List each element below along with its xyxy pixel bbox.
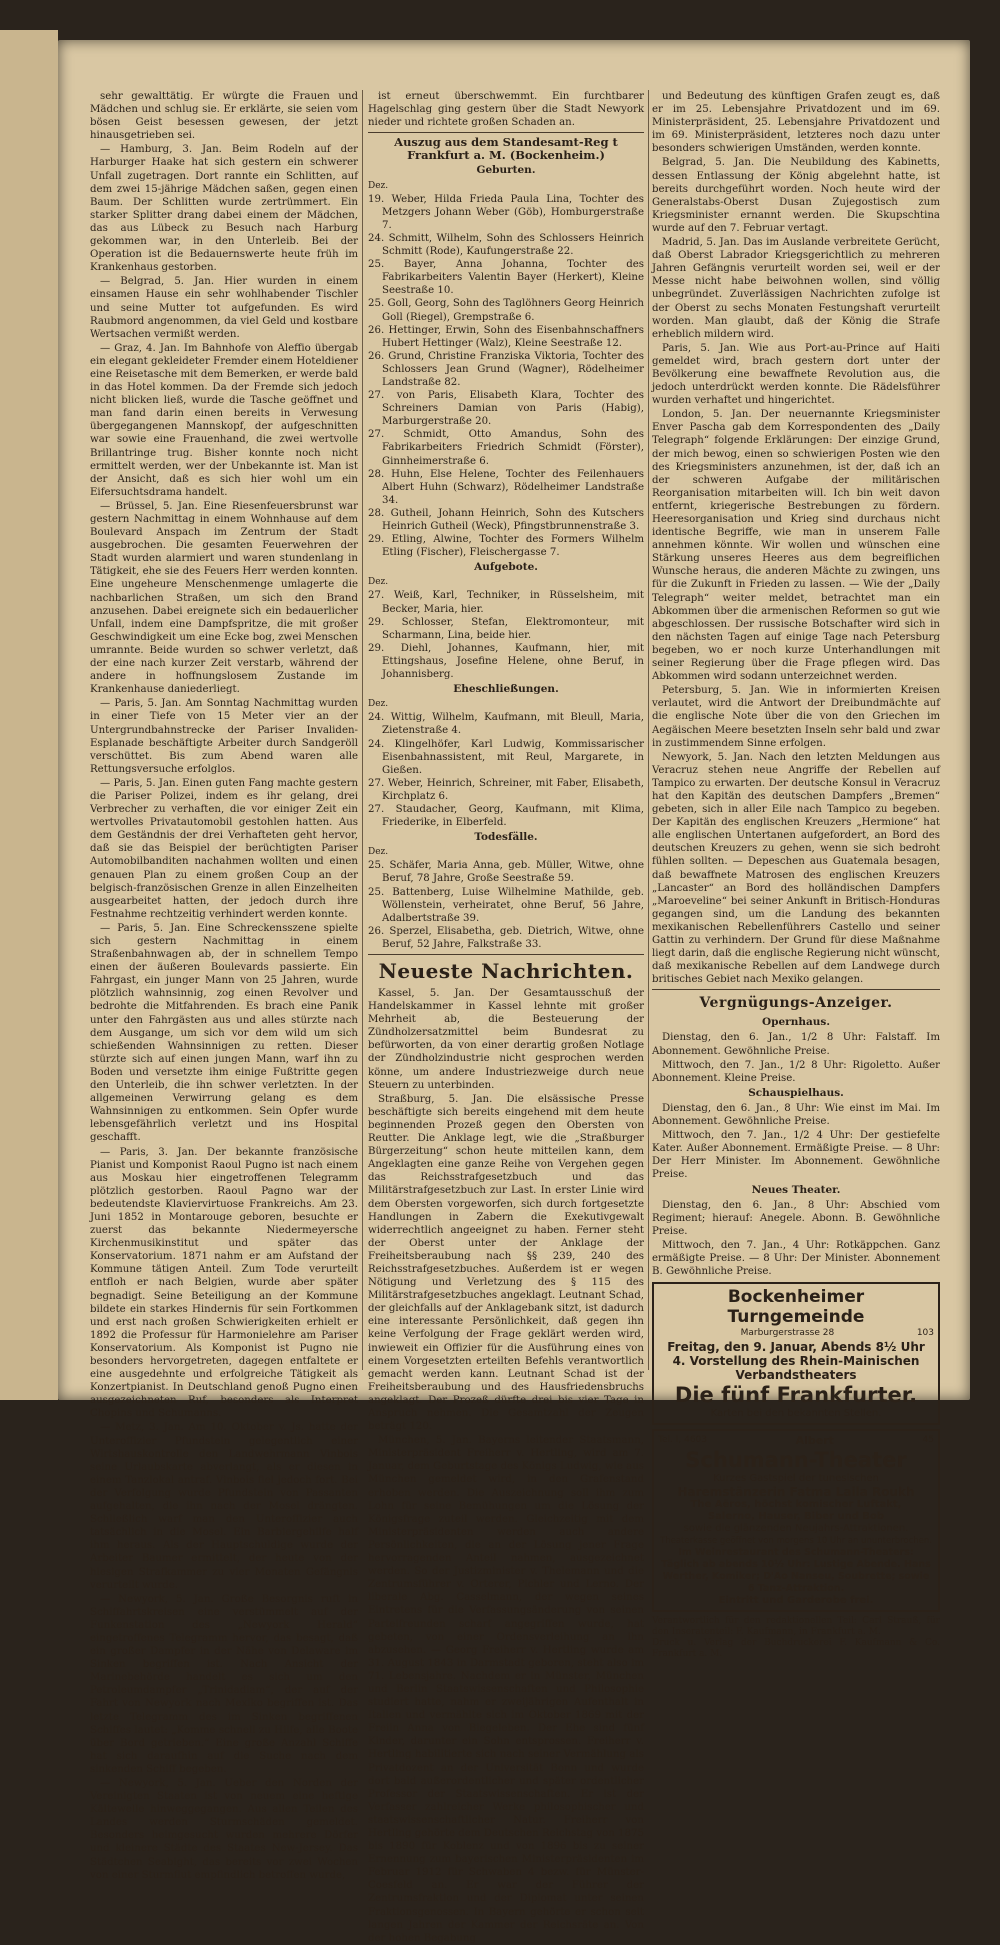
- article-paragraph: — Hamburg, 3. Jan. Beim Rodeln auf der Harburger Haake hat sich gestern ein schwerer Unfall zugetragen. Dort rannte ein Schlitten, auf dem zwei 15-jährige Mädchen saßen, gegen einen Baum. Der Schlitten wurde zertrümmert. Ein starker Splitter drang dabei einem der Mädchen, das aus Lübeck zu Besuch nach Harburg gekommen war, in den Unterleib. Bei der Operation ist die Bedauernswerte heute früh im Krankenhaus gestorben.: [90, 144, 358, 274]
- register-entry: 26. Hettinger, Erwin, Sohn des Eisenbahnschaffners Hubert Hettinger (Walz), Kleine Seestraße 12.: [368, 324, 644, 349]
- ad-line-3: sowie die glänzenden Neujahrs-Attraktionen.: [683, 1523, 909, 1535]
- entertainment-title: Vergnügungs-Anzeiger.: [699, 995, 893, 1012]
- ad-date: Freitag, den 9. Januar, Abends 8½ Uhr: [667, 1340, 925, 1355]
- ad-star: Haremstänzerin Fatma Laila Roukh: [677, 1485, 915, 1500]
- article-paragraph: Paris, 5. Jan. Wie aus Port-au-Prince auf Haiti gemeldet wird, brach gestern dort unter der Bevölkerung eine bewaffnete Revolution aus, die jedoch unterdrückt werden konnte. Die Rädelsführer wurden verhaftet und hingerichtet.: [652, 342, 940, 407]
- newspaper-page: [58, 40, 970, 1944]
- article-paragraph: Madrid, 5. Jan. Das im Auslande verbreitete Gerücht, daß Oberst Labrador Kriegsgerichtlich zu mehreren Jahren Gefängnis verurteilt worden sei, weil er der Messe nicht habe beiwohnen wollen, sind völlig unbegründet. Zuverlässigen Nachrichten zufolge ist der Oberst zu sechs Monaten Festungshaft verurteilt worden. Man glaubt, daß der König die Strafe erheblich mildern wird.: [652, 237, 940, 340]
- imprint-1: Verantwortlich für den redaktionellen Teil: Carl Strauß, für den Inseratenteil: F. Kaufmann, in Frankfurt a. M.: [652, 1616, 940, 1638]
- column-rule: [648, 90, 649, 1370]
- playhouse-title: Schauspielhaus.: [748, 1086, 844, 1099]
- register-entry: 25. Bayer, Anna Johanna, Tochter des Fabrikarbeiters Valentin Bayer (Herkert), Kleine Seestraße 10.: [368, 259, 644, 297]
- ad-play: Die fünf Frankfurter.: [674, 1383, 918, 1408]
- ad-line-4: Theaterkasse geöffnet von morgens 10 Uhr an ununterbrochen.: [660, 1536, 932, 1547]
- listing-entry: Dienstag, den 6. Jan., 8 Uhr: Wie einst im Mai. Im Abonnement. Gewöhnliche Preise.: [652, 1102, 940, 1128]
- register-entry: 27. Schmidt, Otto Amandus, Sohn des Fabrikarbeiters Friedrich Schmidt (Förster), Ginnheimerstraße 6.: [368, 429, 644, 467]
- register-entry: 26. Grund, Christine Franziska Viktoria, Tochter des Schlossers Jean Grund (Wagner), Rödelheimer Landstraße 82.: [368, 350, 644, 388]
- article-paragraph: sehr gewalttätig. Er würgte die Frauen und Mädchen und schlug sie. Er erklärte, sie seien vom bösen Geist besessen gewesen, der jetzt hinausgetrieben sei.: [90, 91, 358, 142]
- register-entry: 28. Gutheil, Johann Heinrich, Sohn des Kutschers Heinrich Gutheil (Weck), Pfingstbrunnenstraße 3.: [368, 507, 644, 532]
- ad-title: Schumann-Theater: [685, 1448, 907, 1473]
- register-entry: 24. Schmitt, Wilhelm, Sohn des Schlossers Heinrich Schmitt (Rode), Kaufungerstraße 22.: [368, 232, 644, 258]
- new-theater-list: [652, 1199, 940, 1279]
- banns-title: Aufgebote.: [474, 561, 538, 574]
- latest-news-title: Neueste Nachrichten.: [378, 959, 634, 983]
- article-paragraph: und Bedeutung des künftigen Grafen zeugt es, daß er im 25. Lebensjahre Privatdozent und im 69. Ministerpräsident, 25. Lebensjahre Privatdozent und im 69. Ministerpräsident, letzteres noch dazu unter besonders schwierigen Umständen, werden konnte.: [652, 91, 940, 155]
- article-paragraph: London, 5. Jan. Der neuernannte Kriegsminister Enver Pascha gab dem Korrespondenten des „Daily Telegraph“ folgende Erklärungen: Der einzige Grund, der mich bewog, einen so schwierigen Posten wie den des Kriegsministers anzunehmen, ist der, daß ich an der schweren Aufgabe der militärischen Reorganisation mitarbeiten will. Ich bin weit davon entfernt, kriegerische Bestrebungen zu fördern. Heeresorganisation und Krieg sind durchaus nicht identische Begriffe, wie man in unserem Falle annehmen könnte. Wir wollen und wünschen eine Stärkung unseres Heeres aus dem begreiflichen Wunsche heraus, die anderen Mächte zu zwingen, uns für die Zukunft in Frieden zu lassen. — Wie der „Daily Telegraph“ weiter meldet, betrachtet man ein Abkommen über die armenischen Reformen so gut wie abgeschlossen. Der russische Botschafter wird sich in den nächsten Tagen auf einige Tage nach Petersburg begeben, wo er noch kurze Unterhandlungen mit seiner Regierung über die Frage pflegen wird. Das Abkommen wird sodann unterzeichnet werden.: [652, 409, 940, 683]
- turngemeinde-ad: [652, 1282, 940, 1425]
- listing-entry: Dienstag, den 6. Jan., 1/2 8 Uhr: Falstaff. Im Abonnement. Gewöhnliche Preise.: [652, 1032, 940, 1057]
- deaths-title: Todesfälle.: [474, 831, 538, 844]
- article-paragraph: Newyork, 5. Jan. Nach den letzten Meldungen aus Veracruz stehen neue Angriffe der Rebellen auf Tampico zu erwarten. Der deutsche Konsul in Veracruz hat den Kapitän des deutschen Dampfers „Bremen“ gebeten, sich in aller Eile nach Tampico zu begeben. Der Kapitän des englischen Kreuzers „Hermione“ hat alle englischen Untertanen aufgefordert, an Bord des deutschen Kreuzers zu gehen, wenn sie sich bedroht fühlen sollten. — Depeschen aus Guatemala besagen, daß bewaffnete Matrosen des englischen Kreuzers „Lancaster“ an Bord des holländischen Dampfers „Maroeveline“ bei seiner Ankunft in Britisch-Honduras gegangen sind, um die Landung des bekannten mexikanischen Rebellenführers Castello und seiner Gattin zu verhindern. Der Grund für diese Maßnahme liegt darin, daß die englische Regierung nicht wünscht, daß mexikanische Rebellen auf dem Landwege durch britisches Gebiet nach Mexiko gelangen.: [652, 751, 940, 986]
- register-entry: 29. Schlosser, Stefan, Elektromonteur, mit Scharmann, Lina, beide hier.: [368, 616, 644, 641]
- playhouse-list: [652, 1102, 940, 1182]
- latest-news-list: [368, 987, 644, 1945]
- ad-owner: Albert: [795, 1434, 834, 1448]
- article-paragraph: — Paris, 5. Jan. Am Sonntag Nachmittag wurden in einer Tiefe von 15 Meter vier an der Untergrundbahnstrecke der Pariser Invaliden-Esplanade beschäftigte Arbeiter durch Sandgeröll verschüttet. Bis zum Abend waren alle Rettungsversuche erfolglos.: [90, 698, 358, 775]
- month-label: Dez.: [368, 577, 389, 588]
- listing-entry: Mittwoch, den 7. Jan., 1/2 4 Uhr: Der gestiefelte Kater. Außer Abonnement. Ermäßigte Preise. — 8 Uhr: Der Herr Minister. Im Abonnement. Gewöhnliche Preise.: [652, 1130, 940, 1181]
- ad-title: Bockenheimer Turngemeinde: [727, 1287, 865, 1328]
- ad-number: 103: [916, 1328, 934, 1339]
- ad-line-6: Eintritt und Garderobe frei.: [718, 1595, 874, 1607]
- news-list: [652, 90, 940, 986]
- column-2: [368, 90, 644, 1944]
- ad-number: 45: [922, 1435, 934, 1446]
- article-paragraph: — Paris, 5. Jan. Einen guten Fang machte gestern die Pariser Polizei, indem es ihr gelang, drei Verbrecher zu verhaften, die vor einiger Zeit ein wertvolles Privatautomobil gestohlen hatten. Aus dem Geständnis der drei Verhafteten geht hervor, daß sie das Beispiel der berüchtigten Pariser Automobilbanditen nachahmen wollten und einen genauen Plan zu einem großen Coup an der belgisch-französischen Grenze in allen Einzelheiten ausgearbeitet hatten, der jedoch durch ihre Festnahme rechtzeitig verhindert werden konnte.: [90, 777, 358, 920]
- register-entry: 27. von Paris, Elisabeth Klara, Tochter des Schreiners Damian von Paris (Habig), Marburgerstraße 20.: [368, 390, 644, 428]
- opera-title: Opernhaus.: [762, 1016, 830, 1029]
- separator: [368, 132, 644, 133]
- article-paragraph: München, 5. Jan. Bayerns leitender Staatsmann, Ministerpräsident Freiherr v. Hertling, wird am 7. Januar, dem Geburtstage des Königs Ludwig, wie aus München gemeldet wird, in den Grafenstand erhoben werden. Die Auszeichnung soll ihm zum Lohn für seine Bemühungen um die Lösung der Königsfrage zuteil werden. Gleichzeitig mit dem Ministerpräsidenten werden auch andere Persönlichkeiten, die an der Lösung jener Frage hervorragenden Anteil nahmen, ausgezeichnet werden. So der Justizminister v. Thelemann und die Zentrumsführer v. Orterer, Pichler und Lerno. Der liberale Abg. Casselmann, der wegen seines Eintretens für die Verfassungsänderung von seinen Parteifreunden scharf angegriffen wurde, hat gebeten, von einer Ordensverleihung an ihn abzusehen. — Georg Freiherr v. Hertling wurde am 31. August 1843 in Darmstadt geboren, steht also im 71. Lebensjahre. Nachdem er in Münster, München und Berlin Staatswissenschaften und Philosophie studiert hatte, nahm er zweijährigen Aufenthalt in Italien und vermählte sich im Oktober 1869 mit der Freiin Anna von Biegeleben. Der Ehe sind fünf Kinder, darunter ein Sohn entsprossen. Freiherr v. Hertling habilitierte sich nach seiner Vermählung als Privatdozent an der Universität Bonn und wurde dort bald außerordentlicher und später ordentlicher Professor der Staatswissenschaften. Er ist der Verfasser zahlreicher Werke philosophischer und staatswissenschaftlicher Natur. Freiherr von Hertling gehörte dem Deutschen Reichstag von 1875 bis 1890 für Koblenz und von 1896 bis zu seiner Ernennung zum bayerischen Ministerpräsidenten im Februar 1912 für Schwaben 4 bezw. für Münster-Coesfeld an. Er war der Führer der Zentrumsfraktion und der Diplomat unter seinen Fraktionsgenossen. In Bayern gehörte er schon seit langen Jahren der Kammer der Reichsräte an. Von der hohen Begabung: [368, 1435, 644, 1944]
- register-entry: 25. Schäfer, Maria Anna, geb. Müller, Witwe, ohne Beruf, 78 Jahre, Große Seestraße 59.: [368, 860, 644, 885]
- ad-address: Marburgerstrasse 28: [740, 1328, 835, 1339]
- ad-sub: Kurzes Gastspiel der tunesischen: [713, 1473, 879, 1485]
- article-paragraph: — Paris, 3. Jan. Der bekannte französische Pianist und Komponist Raoul Pugno ist nach einem aus Moskau hier eingetroffenen Telegramm plötzlich gestorben. Raoul Pagno war der bedeutendste Klaviervirtuose Frankreichs. Am 23. Juni 1852 in Montarouge geboren, besuchte er zuerst das bekannte Niedermeyersche Kirchenmusikinstitut und später das Konservatorium. 1871 nahm er am Aufstand der Kommune tätigen Anteil. Zum Tode verurteilt entfloh er nach Belgien, wurde aber später begnadigt. Seine Beteiligung an der Kommune bildete ein starkes Hindernis für sein Fortkommen und erst nach großen Schwierigkeiten erhielt er 1892 die Professur für Harmonielehre am Pariser Konservatorium. Als Komponist ist Pugno nie besonders hervorgetreten, dagegen entfaltete er eine ausgedehnte und erfolgreiche Tätigkeit als Konzertpianist. In Deutschland genoß Pugno einen ausgezeichneten Ruf, besonders als Interpret Chopins und Schumanns.: [90, 1146, 358, 1420]
- ad-tel: Tel. I, 4603: [658, 1435, 708, 1446]
- imprint-2: Druck u. Verlag der Buchdruckerei F. Kaufmann & Co. Frankfurt a. M.: [652, 1638, 940, 1660]
- ad-address-row: [658, 1327, 934, 1340]
- article-paragraph: — Metz, 3. Jan. Am 10. Oktober v. Js. hatte der Unteroffizier Pfundstein gelegentlich einer Wirtshauskontrolle den Landwehrmann Vinbois seine Urlaubskarte abverlangt, als er diesen in einem Tanzlokal antraf. Vinbois fiel jedoch fort. Bei der Verfolgung wurde Pfundstein von Passanten aufgehalten, die ihn nach der Mosel drängten. Schließlich warf man den Unteroffizier auch tatsächlich in die Mosel. Ein Barbiergehilfe half ihm heraus. Als der Hauptschuldige wurde der Arbeiter Baumer ermittelt, der heute von der hiesigen Strafkammer zu vier Monaten Gefängnis verurteilt wurde.: [90, 1422, 358, 1591]
- register-entry: 29. Etling, Alwine, Tochter des Formers Wilhelm Etling (Fischer), Fleischergasse 7.: [368, 534, 644, 559]
- register-entry: 25. Battenberg, Luise Wilhelmine Mathilde, geb. Wöllenstein, verheiratet, ohne Beruf, 56 Jahre, Adalbertstraße 39.: [368, 886, 644, 924]
- article-intro: ist erneut überschwemmt. Ein furchtbarer Hagelschlag ging gestern über die Stadt Newyork nieder und richtete großen Schaden an.: [368, 91, 644, 129]
- opera-list: [652, 1031, 940, 1084]
- article-paragraph: Kassel, 5. Jan. Der Gesamtausschuß der Handelskammer in Kassel lehnte mit großer Mehrheit ab, die Besteuerung der Zündholzersatzmittel beim Bundesrat zu befürworten, da von einer derartig großen Notlage der Zündholzindustrie nicht gesprochen werden könne, um andere Industriezweige durch neue Steuern zu unterbinden.: [368, 988, 644, 1091]
- ad-line-5: Im Weinrestaurant des Schumann-Theaters: Täglich ab abends 10½ Uhr: Lustige Abende. Hans Werther, Komiker; D'Ao Nanseu, Soubrette; sowie 6 Tanz-Attraktion.: [661, 1547, 931, 1595]
- marriages-list: [368, 711, 644, 829]
- article-paragraph: — Brüssel, 5. Jan. Eine Riesenfeuersbrunst war gestern Nachmittag in einem Wohnhause auf dem Boulevard Anspach im Zentrum der Stadt ausgebrochen. Die gesamten Feuerwehren der Stadt wurden alarmiert und waren stundenlang in Tätigkeit, ehe sie des Feuers Herr werden konnten. Eine ungeheure Menschenmenge umlagerte die nachbarlichen Straßen, um sich den Brand anzusehen. Dabei ereignete sich ein bedauerlicher Unfall, indem eine Dampfspritze, die mit großer Geschwindigkeit um eine Ecke bog, zwei Menschen umrannte. Beide wurden so schwer verletzt, daß der eine nach kurzer Zeit verstarb, während der andere in hoffnungslosem Zustande im Krankenhause daniederliegt.: [90, 500, 358, 696]
- column-3: [652, 90, 940, 1660]
- register-entry: 24. Wittig, Wilhelm, Kaufmann, mit Bleull, Maria, Zietenstraße 4.: [368, 712, 644, 737]
- separator: [368, 954, 644, 955]
- article-paragraph: — Paris, 5. Jan. Eine Schreckensszene spielte sich gestern Nachmittag in einem Straßenbahnwagen ab, der in schnellem Tempo einen der äußeren Boulevards passierte. Ein Fahrgast, ein junger Mann von 25 Jahren, wurde plötzlich wahnsinnig, zog einen Revolver und bedrohte die Mitfahrenden. Es brach eine Panik unter den Fahrgästen aus und alles stürzte nach dem Ausgange, um sich vor dem wild um sich schießenden Wahnsinnigen zu retten. Dieser stürzte sich auf einen jungen Mann, warf ihn zu Boden und versetzte ihm einige Fußtritte gegen den Unterleib, die ihn schwer verletzten. In der allgemeinen Verwirrung gelang es dem Wahnsinnigen zu entkommen. Sein Opfer wurde lebensgefährlich verletzt und ins Hospital geschafft.: [90, 922, 358, 1144]
- listing-entry: Dienstag, den 6. Jan., 8 Uhr: Abschied vom Regiment; hierauf: Anegele. Abonn. B. Gewöhnliche Preise.: [652, 1199, 940, 1237]
- article-paragraph: — Newyork, 5. Jan. Große Besorgnis ruft in Schiffahrtskreisen eine verstümmelt auf der Funkenstation des „Newyork Herald“ eingetroffenes Telegramm hervor, das besagt, daß ein großer Dampfer in der Nähe von Delaware im Sinken begriffen ist. Nach Ansicht der Marinebehörde handelt es sich um den Petroleumdampfer „Trinidadiam“, der auf der Fahrt von Newyork nach Mexiko begriffen ist. Das letzte Telegramm des im Sinken begriffenen Schiffes lautet: „Komme schnell zu Hilfe, alle Boote über Bord getrieben.“ Eine große Anzahl Schiffe hat sich daraufhin auf die Suche nach dem sinkenden Schiff begeben.: [90, 1593, 358, 1775]
- article-paragraph: Straßburg, 5. Jan. Die elsässische Presse beschäftigte sich bereits eingehend mit dem heute beginnenden Prozeß gegen den Obersten von Reutter. Die Anklage legt, wie die „Straßburger Bürgerzeitung“ schon heute mitteilen kann, dem Angeklagten eine ganze Reihe von Vergehen gegen das Reichsstrafgesetzbuch und das Militärstrafgesetzbuch zur Last. In erster Linie wird dem Obersten vorgeworfen, sich durch fortgesetzte Handlungen in Zabern die Exekutivgewalt widerrechtlich angeeignet zu haben. Ferner steht der Oberst unter der Anklage der Freiheitsberaubung nach §§ 239, 240 des Reichsstrafgesetzbuches. Außerdem ist er wegen Nötigung und Verletzung des § 115 des Militärstrafgesetzbuches angeklagt. Leutnant Schad, der gleichfalls auf der Anklagebank sitzt, ist dadurch eine interessante Persönlichkeit, daß gegen ihn keine Verfolgung der Frage geklärt werden wird, inwieweit ein Offizier für die Ausführung eines von einem Vorgesetzten erteilten Befehls verantwortlich gemacht werden kann. Leutnant Schad ist der Freiheitsberaubung und des Hausfriedensbruchs angeklagt. Der Prozeß dürfte drei bis vier Tage in Anspruch nehmen. Die Gesamtzahl der Zeugen beträgt 120.: [368, 1093, 644, 1433]
- register-entry: 29. Diehl, Johannes, Kaufmann, hier, mit Ettingshaus, Josefine Helene, ohne Beruf, in Johannisberg.: [368, 642, 644, 681]
- new-theater-title: Neues Theater.: [751, 1183, 841, 1196]
- deaths-list: [368, 859, 644, 951]
- register-title: Auszug aus dem Standesamt-Reg t Frankfurt a. M. (Bockenheim.): [394, 135, 618, 163]
- month-label: Dez.: [368, 699, 389, 710]
- ad-tickets: Karten bei den bekannten Stellen.: [710, 1408, 882, 1420]
- left-page-edge: [0, 30, 58, 1400]
- article-paragraph: Belgrad, 5. Jan. Die Neubildung des Kabinetts, dessen Entlassung der König abgelehnt hatte, ist bereits durchgeführt worden. Noch heute wird der Generalstabs-Oberst Dusan Zujegostisch zum Kriegsminister ernannt werden. Die Skupschtina wurde auf den 7. Februar vertagt.: [652, 157, 940, 234]
- schumann-theater-ad: [652, 1429, 940, 1612]
- article-paragraph: — Newyork, 5. Jan. Ueber den Norden der Vereinigten Staaten ist von neuem eine heftige Kältewelle hinweggegangen. Aus allen Teilen des Landes werden Sturmschäden gemeldet. Besonders heimgesucht wurden mehrere Dörfer und kleinere Städte des Staates New-Jersey. Das Städtchen Seabight, das bereits vor zwei Wochen von einer Sturmflut empfindlich betroffen wurde,: [90, 1778, 358, 1881]
- article-paragraph: — Graz, 4. Jan. Im Bahnhofe von Aleffio übergab ein elegant gekleideter Fremder einem Hoteldiener eine Reisetasche mit dem Bemerken, er werde bald in das Hotel kommen. Da der Fremde sich jedoch nicht blicken ließ, wurde die Tasche geöffnet und man fand darin einen bereits in Verwesung übergegangenen Mannskopf, der aufgeschnitten war sowie eine Frauenhand, die zwei wertvolle Brillantringe trug. Bisher konnte noch nicht ermittelt werden, wer der Unbekannte ist. Man ist der Ansicht, daß es sich hier wohl um ein Eifersuchtsdrama handelt.: [90, 342, 358, 498]
- register-entry: 27. Weiß, Karl, Techniker, in Rüsselsheim, mit Becker, Maria, hier.: [368, 590, 644, 615]
- register-entry: 19. Weber, Hilda Frieda Paula Lina, Tochter des Metzgers Johann Weber (Göb), Homburgerstraße 7.: [368, 193, 644, 231]
- births-title: Geburten.: [476, 164, 536, 177]
- ad-line-1: The Aëros, höchst komischer Luftakt,: [690, 1499, 902, 1511]
- column-1: [90, 90, 358, 1881]
- listing-entry: Mittwoch, den 7. Jan., 4 Uhr: Rotkäppchen. Ganz ermäßigte Preise. — 8 Uhr: Der Minister. Abonnement B. Gewöhnliche Preise.: [652, 1239, 940, 1278]
- listing-entry: Mittwoch, den 7. Jan., 1/2 8 Uhr: Rigoletto. Außer Abonnement. Kleine Preise.: [652, 1059, 940, 1084]
- ad-header-row: [658, 1434, 934, 1447]
- register-entry: 26. Sperzel, Elisabetha, geb. Dietrich, Witwe, ohne Beruf, 52 Jahre, Falkstraße 33.: [368, 925, 644, 950]
- ad-event: 4. Vorstellung des Rhein-Mainischen Verbandstheaters: [672, 1354, 920, 1383]
- article-paragraph: Petersburg, 5. Jan. Wie in informierten Kreisen verlautet, wird die Antwort der Dreibundmächte auf die englische Note über die von den Griechen im Aegäischen Meere besetzten Inseln sehr bald und zwar in zustimmendem Sinne erfolgen.: [652, 685, 940, 749]
- banns-list: [368, 589, 644, 681]
- births-list: [368, 193, 644, 560]
- register-entry: 27. Weber, Heinrich, Schreiner, mit Faber, Elisabeth, Kirchplatz 6.: [368, 777, 644, 802]
- register-entry: 27. Staudacher, Georg, Kaufmann, mit Klima, Friederike, in Elberfeld.: [368, 803, 644, 829]
- column-rule: [362, 90, 363, 1370]
- month-label: Dez.: [368, 847, 389, 858]
- article-paragraph: — Belgrad, 5. Jan. Hier wurden in einem einsamen Hause ein sehr wohlhabender Tischler und seine Mutter tot aufgefunden. Es wird Raubmord angenommen, da viel Geld und kostbare Wertsachen vermißt werden.: [90, 276, 358, 340]
- register-entry: 24. Klingelhöfer, Karl Ludwig, Kommissarischer Eisenbahnassistent, mit Reul, Margarete, in Gießen.: [368, 738, 644, 776]
- register-entry: 25. Goll, Georg, Sohn des Taglöhners Georg Heinrich Goll (Riegel), Grempstraße 6.: [368, 298, 644, 323]
- separator: [652, 989, 940, 990]
- ad-line-2: Salerno, Hauser, Biber und Bob: [707, 1511, 884, 1523]
- register-entry: 28. Huhn, Else Helene, Tochter des Feilenhauers Albert Huhn (Schwarz), Rödelheimer Landstraße 34.: [368, 468, 644, 506]
- month-label: Dez.: [368, 180, 389, 191]
- marriages-title: Eheschließungen.: [453, 683, 559, 696]
